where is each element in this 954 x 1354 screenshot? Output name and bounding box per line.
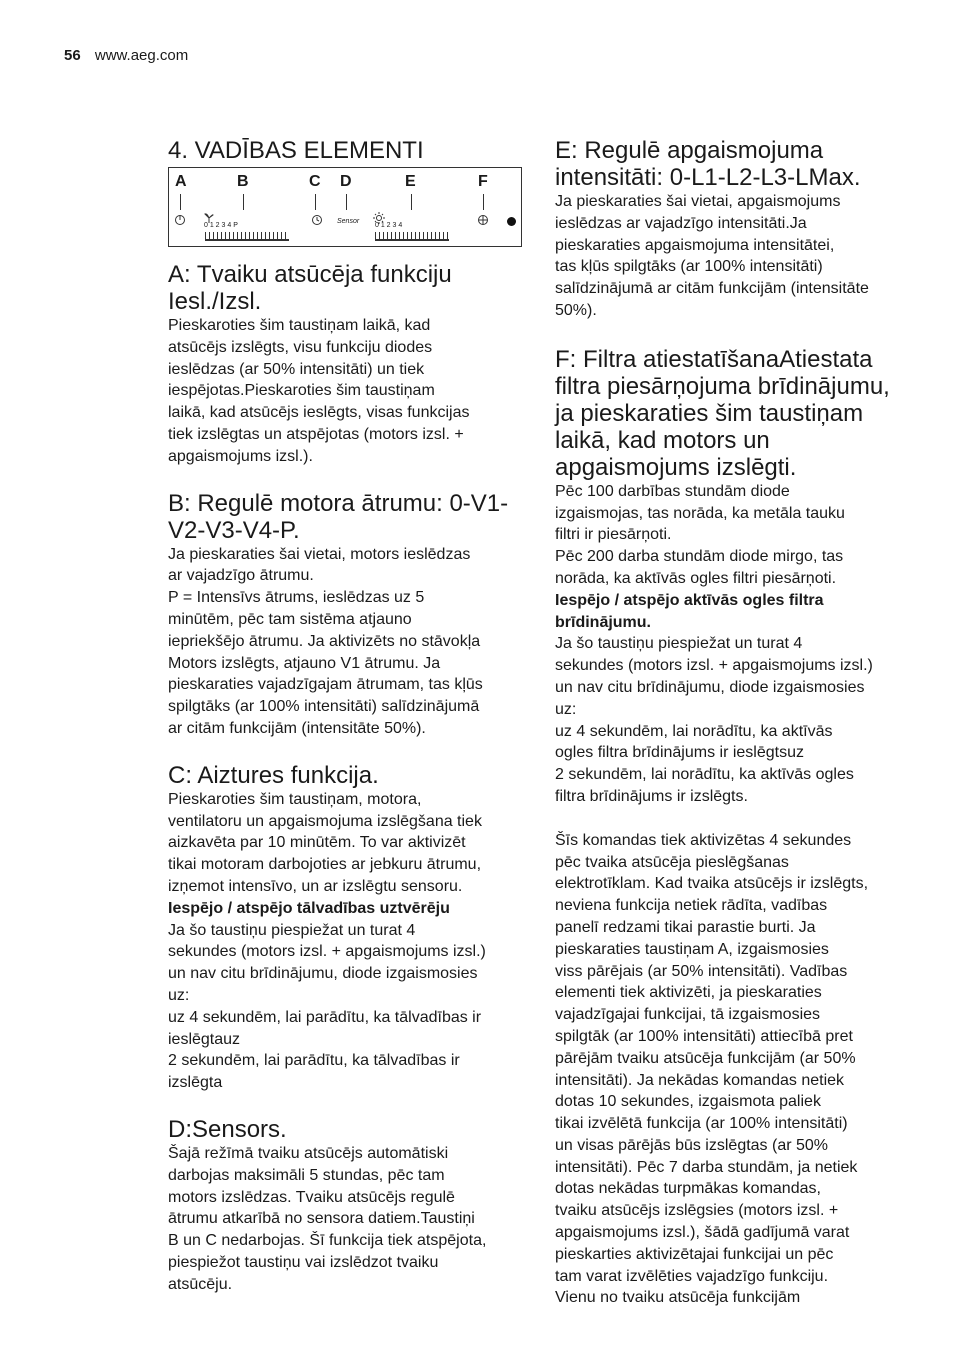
light-slider[interactable]	[375, 232, 449, 241]
section-e-text: Ja pieskaraties šai vietai, apgaismojums ieslēdzas ar vajadzīgo intensitāti.Ja pieskaraties apgaismojuma intensitātei, tas kļūs spilgtāks (ar 100% intensitāti) salīdzinājumā ar citām funkcijām (intensitāte 50%).	[555, 193, 869, 319]
indicator-dot	[507, 217, 516, 226]
site-url: www.aeg.com	[94, 47, 189, 64]
right-column	[555, 137, 915, 1309]
section-a-title: A: Tvaiku atsūcēja funkciju Iesl./Izsl.	[168, 261, 452, 315]
panel-label-a: A	[175, 173, 187, 190]
panel-tick-e	[411, 194, 412, 210]
panel-tick-a	[180, 194, 181, 210]
speed-scale-labels: 0 1 2 3 4 P	[204, 222, 238, 229]
panel-label-c: C	[309, 173, 321, 190]
section-f-text2: Ja šo taustiņu piespiežat un turat 4 sekundes (motors izsl. + apgaismojums izsl.) un nav citu brīdinājumu, diode izgaismosies uz: uz 4 sekundēm, lai norādītu, ka aktīvās ogles filtra brīdinājums ir ieslēgtsuz 2 sekundēm, lai norādītu, ka aktīvās ogles filtra brīdinājums ir izslēgts.	[555, 635, 873, 805]
panel-tick-b	[243, 194, 244, 210]
control-panel-diagram	[168, 167, 522, 247]
sensor-label: Sensor	[337, 218, 360, 225]
speed-slider[interactable]	[205, 232, 289, 241]
section-c-text: Pieskaroties šim taustiņam, motora, ventilatoru un apgaismojuma izslēgšana tiek aizkavēta par 10 minūtēm. To var aktivizēt tikai motoram darbojoties ar jebkuru ātrumu, izņemot intensīvo, un ar izslēgtu sensoru.	[168, 790, 482, 895]
section-a-text: Pieskaroties šim taustiņam laikā, kad atsūcējs izslēgts, visu funkciju diodes ieslēdzas (ar 50% intensitāti) un tiek iespējotas.Pieskaroties šim taustiņam laikā, kad atsūcējs ieslēgts, visas funkcijas tiek izslēgtas un atspējotas (motors izsl. + apgaismojums izsl.).	[168, 317, 470, 465]
section-d-title: D:Sensors.	[168, 1115, 287, 1143]
panel-tick-f	[483, 194, 484, 210]
power-icon	[174, 214, 186, 228]
panel-label-e: E	[405, 173, 416, 190]
panel-tick-d	[346, 194, 347, 210]
section-c-bold: Iespējo / atspējo tālvadības uztvērēju	[168, 899, 450, 917]
section-c-title: C: Aiztures funkcija.	[168, 761, 379, 789]
section-d-text: Šajā režīmā tvaiku atsūcējs automātiski darbojas maksimāli 5 stundas, pēc tam motors izslēdzas. Tvaiku atsūcējs regulē ātrumu atkarībā no sensora datiem.Taustiņi B un C nedarbojas. Šī funkcija tiek atspējota, piespiežot taustiņu vai izslēdzot tvaiku atsūcēju.	[168, 1144, 487, 1293]
section-title: 4. VADĪBAS ELEMENTI	[168, 137, 424, 164]
section-f-title: F: Filtra atiestatīšanaAtiestata filtra piesārņojuma brīdinājumu, ja pieskaraties šim taustiņam laikā, kad motors un apgaismojums izslēgti.	[555, 345, 890, 481]
panel-label-f: F	[478, 173, 488, 190]
page-header	[64, 47, 188, 64]
section-b-title: B: Regulē motora ātrumu: 0-V1-V2-V3-V4-P.	[168, 489, 509, 544]
filter-icon	[477, 214, 489, 228]
left-column	[168, 137, 528, 1295]
section-f-bold: Iespējo / atspējo aktīvās ogles filtra brīdinājumu.	[555, 591, 824, 631]
panel-label-d: D	[340, 173, 352, 190]
section-b-text: Ja pieskaraties šai vietai, motors ieslēdzas ar vajadzīgo ātrumu. P = Intensīvs ātrums, ieslēdzas uz 5 minūtēm, pēc tam sistēma atjauno iepriekšējo ātrumu. Ja aktivizēts no stāvokļa Motors izslēgts, atjauno V1 ātrumu. Ja pieskaraties vajadzīgajam ātrumam, tas kļūs spilgtāks (ar 100% intensitāti) salīdzinājumā ar citām funkcijām (intensitāte 50%).	[168, 545, 483, 737]
note-text: Šīs komandas tiek aktivizētas 4 sekundes pēc tvaika atsūcēja pieslēgšanas elektrotīklam. Kad tvaika atsūcējs ir izslēgts, neviena funkcija netiek rādīta, vadības panelī redzami tikai parastie burti. Ja pieskaraties taustiņam A, izgaismosies viss pārējais (ar 50% intensitāti). Vadības elementi tiek aktivizēti, ja pieskaraties vajadzīgajai funkcijai, tā izgaismosies spilgtāk (ar 100% intensitāti) attiecībā pret pārējām tvaiku atsūcēja funkcijām (ar 50% intensitāti). Ja nekādas komandas netiek dotas 10 sekundes, izgaismota paliek tikai izvēlētā funkcija (ar 100% intensitāti) un visas pārējās būs izslēgtas (ar 50% intensitāti). Pēc 7 darba stundām, ja netiek dotas nekādas turpmākas komandas, tvaiku atsūcējs izslēgsies (motors izsl. + apgaismojums izsl.), šādā gadījumā varat pieskarties aktivizētajai funkcijai un pēc tam varat izvēlēties vajadzīgo funkciju. Vienu no tvaiku atsūcēja funkcijām	[555, 831, 869, 1307]
section-e-title: E: Regulē apgaismojuma intensitāti: 0-L1-L2-L3-LMax.	[555, 137, 861, 191]
timer-icon	[311, 214, 323, 228]
light-scale-labels: 0 1 2 3 4	[375, 222, 403, 229]
section-c-text2: Ja šo taustiņu piespiežat un turat 4 sekundes (motors izsl. + apgaismojums izsl.) un nav citu brīdinājumu, diode izgaismosies uz: uz 4 sekundēm, lai parādītu, ka tālvadības ir ieslēgtauz 2 sekundēm, lai parādītu, ka tālvadības ir izslēgta	[168, 921, 486, 1092]
panel-label-b: B	[237, 173, 249, 190]
section-f-text: Pēc 100 darbības stundām diode izgaismojas, tas norāda, ka metāla tauku filtri ir piesārņoti. Pēc 200 darba stundām diode mirgo, tas norāda, ka aktīvās ogles filtri piesārņoti.	[555, 482, 845, 587]
page-number: 56	[64, 47, 81, 64]
panel-tick-c	[315, 194, 316, 210]
